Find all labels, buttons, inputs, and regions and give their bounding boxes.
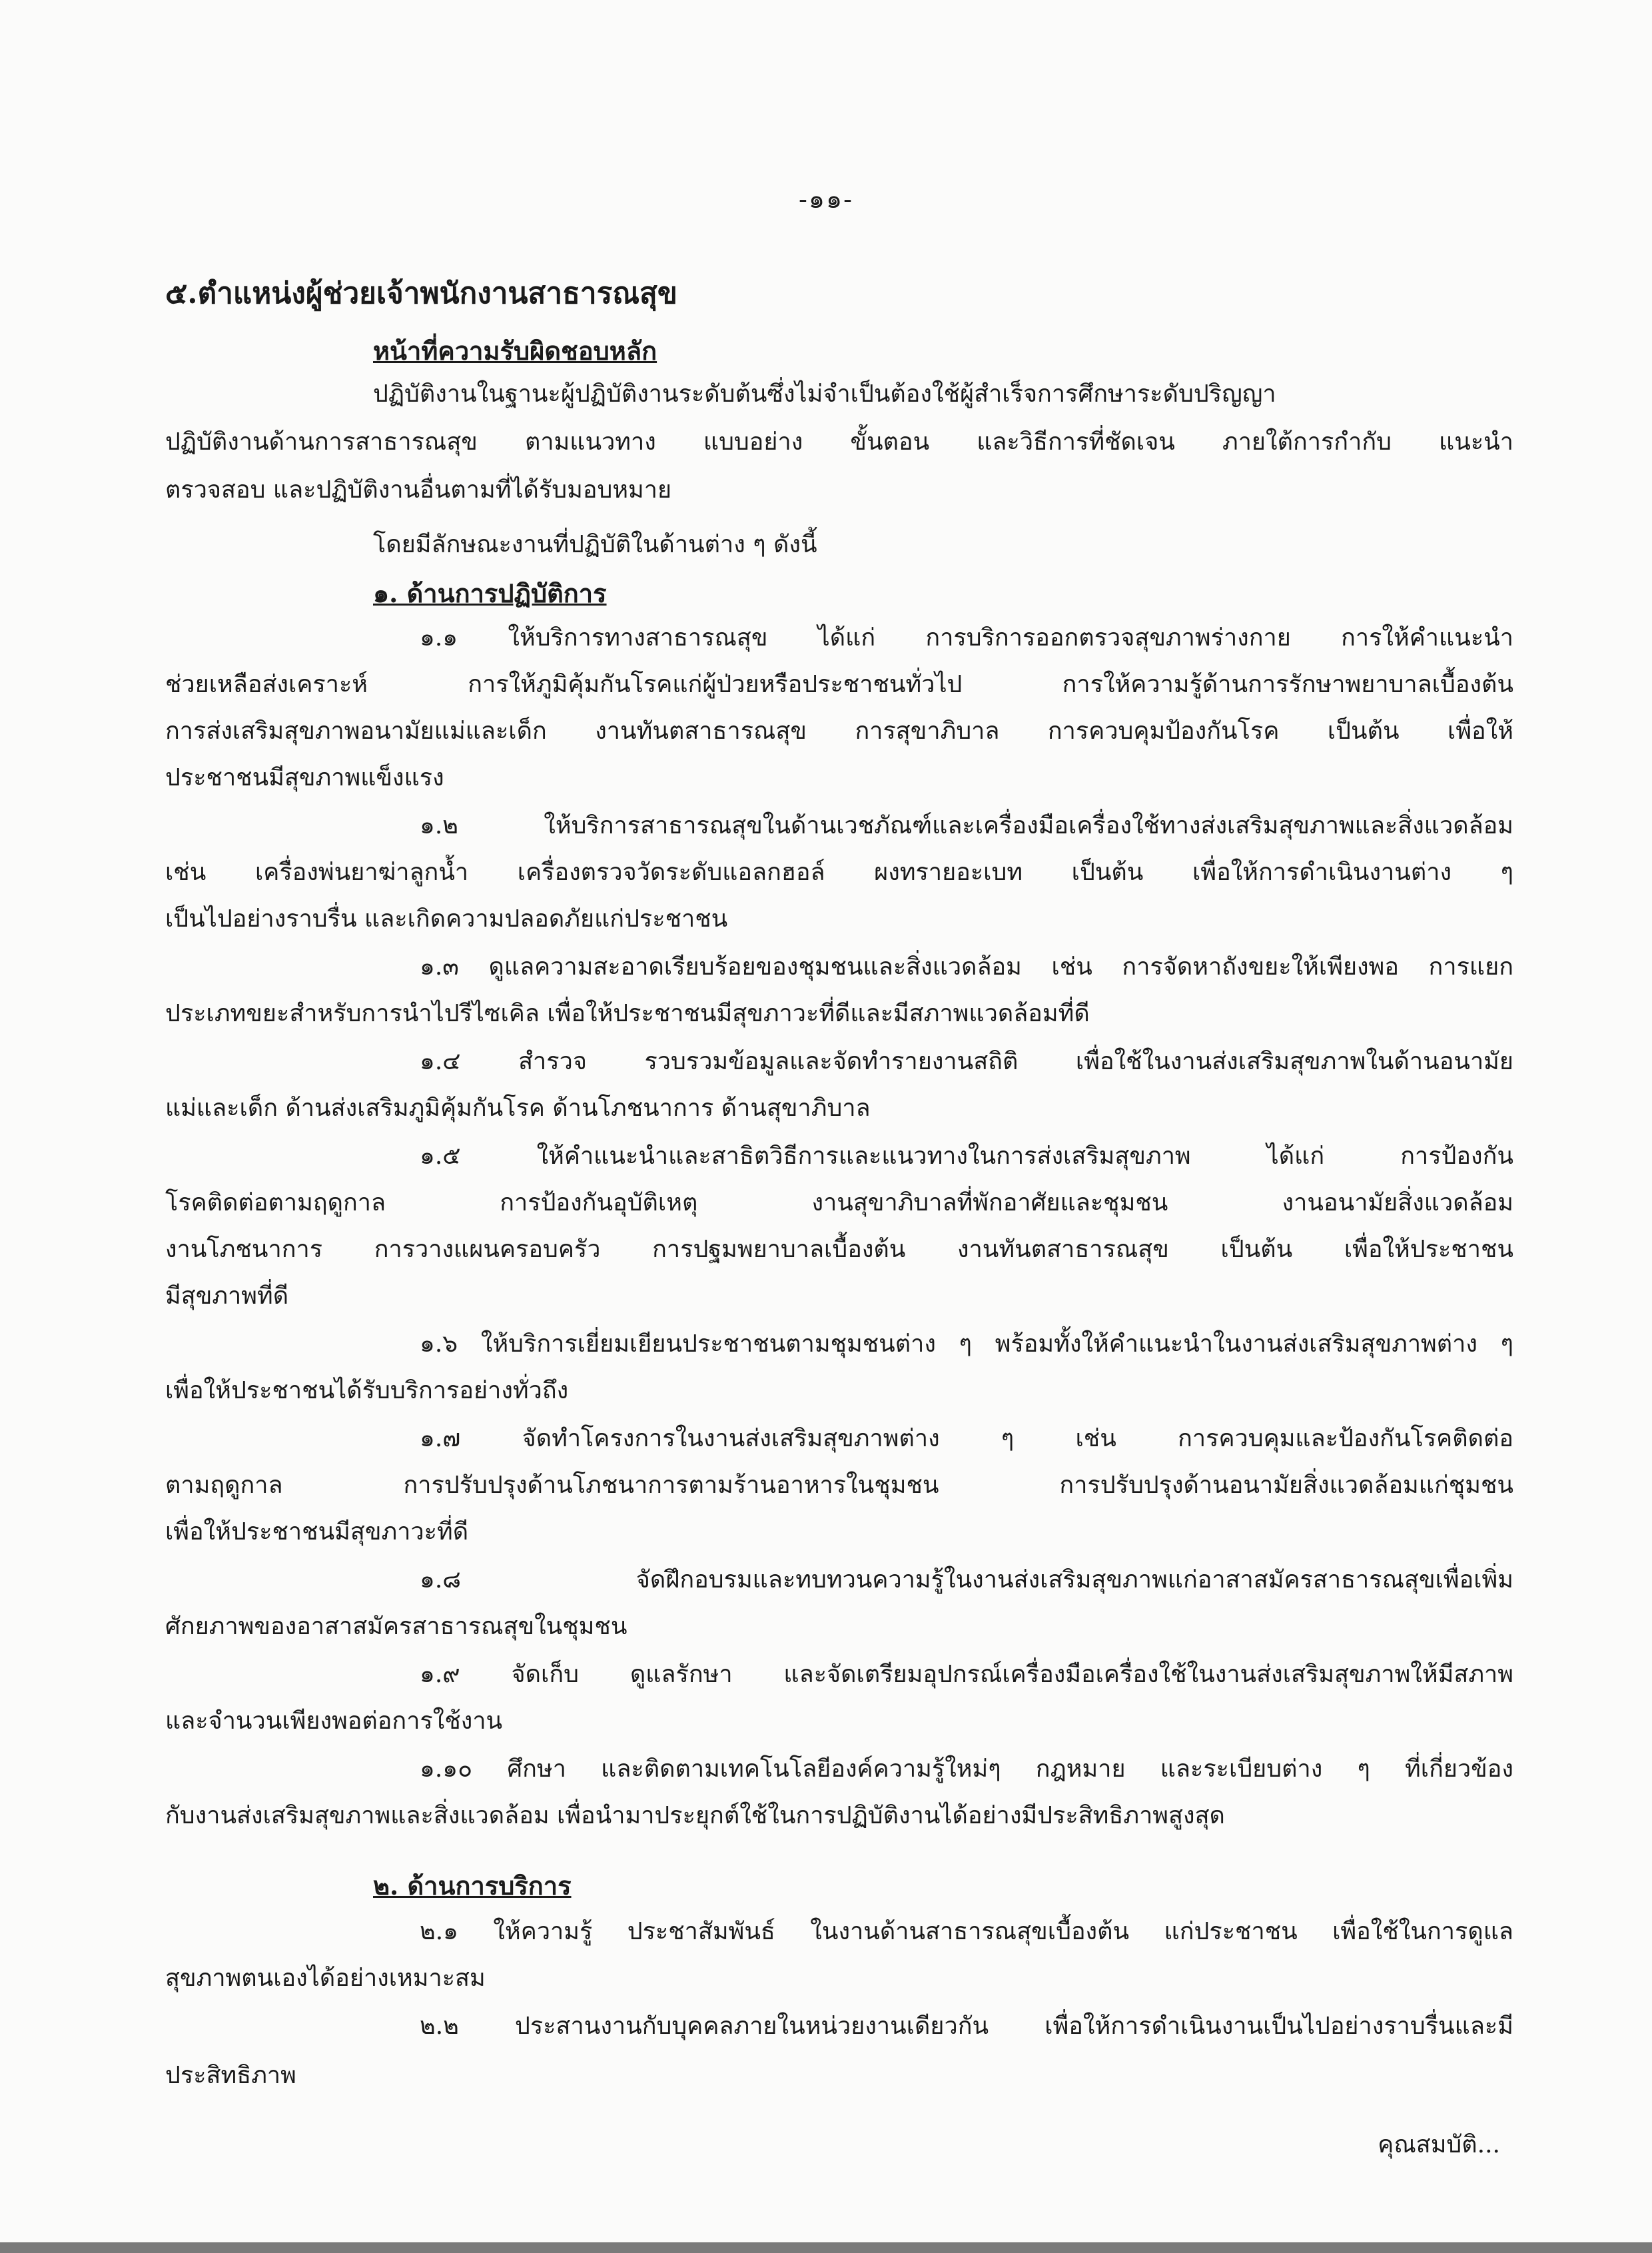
item-1-1-line: ๑.๑ ให้บริการทางสาธารณสุข ได้แก่ การบริการออกตรวจสุขภาพร่างกาย การให้คำแนะนำ — [420, 624, 1513, 652]
item-2-1-line: ๒.๑ ให้ความรู้ ประชาสัมพันธ์ ในงานด้านสาธารณสุขเบื้องต้น แก่ประชาชน เพื่อใช้ในการดูแล — [420, 1918, 1513, 1945]
item-1-6-line: เพื่อให้ประชาชนได้รับบริการอย่างทั่วถึง — [165, 1377, 569, 1404]
item-1-5-line: โรคติดต่อตามฤดูกาล การป้องกันอุบัติเหตุ งานสุขาภิบาลที่พักอาศัยและชุมชน งานอนามัยสิ่งแวดล้อม — [165, 1189, 1513, 1216]
item-1-7-line: เพื่อให้ประชาชนมีสุขภาวะที่ดี — [165, 1518, 469, 1546]
item-1-2-line: เช่น เครื่องพ่นยาฆ่าลูกน้ำ เครื่องตรวจวัดระดับแอลกฮอล์ ผงทรายอะเบท เป็นต้น เพื่อให้การดำเนินงานต่าง ๆ — [165, 859, 1513, 886]
item-1-8-line: ศักยภาพของอาสาสมัครสาธารณสุขในชุมชน — [165, 1613, 627, 1640]
paragraph-line: ตรวจสอบ และปฏิบัติงานอื่นตามที่ได้รับมอบหมาย — [165, 476, 672, 504]
paragraph-line: ปฏิบัติงานในฐานะผู้ปฏิบัติงานระดับต้นซึ่งไม่จำเป็นต้องใช้ผู้สำเร็จการศึกษาระดับปริญญา — [373, 380, 1276, 408]
item-1-7-line: ตามฤดูกาล การปรับปรุงด้านโภชนาการตามร้านอาหารในชุมชน การปรับปรุงด้านอนามัยสิ่งแวดล้อมแก่ชุมชน — [165, 1472, 1513, 1499]
main-duties-heading: หน้าที่ความรับผิดชอบหลัก — [373, 336, 657, 366]
paragraph-line: ปฏิบัติงานด้านการสาธารณสุข ตามแนวทาง แบบอย่าง ขั้นตอน และวิธีการที่ชัดเจน ภายใต้การกำกับ แนะนำ — [165, 428, 1513, 456]
item-1-9-line: ๑.๙ จัดเก็บ ดูแลรักษา และจัดเตรียมอุปกรณ์เครื่องมือเครื่องใช้ในงานส่งเสริมสุขภาพให้มีสภาพ — [420, 1661, 1513, 1688]
item-1-4-line: แม่และเด็ก ด้านส่งเสริมภูมิคุ้มกันโรค ด้านโภชนาการ ด้านสุขาภิบาล — [165, 1095, 871, 1122]
item-1-3-line: ๑.๓ ดูแลความสะอาดเรียบร้อยของชุมชนและสิ่งแวดล้อม เช่น การจัดหาถังขยะให้เพียงพอ การแยก — [420, 953, 1513, 981]
item-1-10-line: กับงานส่งเสริมสุขภาพและสิ่งแวดล้อม เพื่อนำมาประยุกต์ใช้ในการปฏิบัติงานได้อย่างมีประสิทธิภาพสูงสุด — [165, 1802, 1225, 1829]
item-1-2-line: ๑.๒ ให้บริการสาธารณสุขในด้านเวชภัณฑ์และเครื่องมือเครื่องใช้ทางส่งเสริมสุขภาพและสิ่งแวดล้อม — [420, 812, 1513, 839]
item-2-1-line: สุขภาพตนเองได้อย่างเหมาะสม — [165, 1965, 486, 1992]
item-1-2-line: เป็นไปอย่างราบรื่น และเกิดความปลอดภัยแก่ประชาชน — [165, 905, 728, 933]
item-1-5-line: มีสุขภาพที่ดี — [165, 1282, 289, 1310]
item-1-5-line: งานโภชนาการ การวางแผนครอบครัว การปฐมพยาบาลเบื้องต้น งานทันตสาธารณสุข เป็นต้น เพื่อให้ประชาชน — [165, 1236, 1513, 1263]
item-1-10-line: ๑.๑๐ ศึกษา และติดตามเทคโนโลยีองค์ความรู้ใหม่ๆ กฎหมาย และระเบียบต่าง ๆ ที่เกี่ยวข้อง — [420, 1755, 1513, 1783]
operations-heading: ๑. ด้านการปฏิบัติการ — [373, 578, 607, 608]
item-1-9-line: และจำนวนเพียงพอต่อการใช้งาน — [165, 1707, 503, 1735]
item-1-1-line: ประชาชนมีสุขภาพแข็งแรง — [165, 764, 444, 791]
item-2-2-line: ๒.๒ ประสานงานกับบุคคลภายในหน่วยงานเดียวกัน เพื่อให้การดำเนินงานเป็นไปอย่างราบรื่นและมี — [420, 2013, 1513, 2040]
section-title: ๕.ตำแหน่งผู้ช่วยเจ้าพนักงานสาธารณสุข — [165, 276, 677, 310]
item-1-3-line: ประเภทขยะสำหรับการนำไปรีไซเคิล เพื่อให้ประชาชนมีสุขภาวะที่ดีและมีสภาพแวดล้อมที่ดี — [165, 1000, 1090, 1027]
service-heading: ๒. ด้านการบริการ — [373, 1871, 572, 1901]
item-1-4-line: ๑.๔ สำรวจ รวบรวมข้อมูลและจัดทำรายงานสถิติ เพื่อใช้ในงานส่งเสริมสุขภาพในด้านอนามัย — [420, 1048, 1513, 1075]
item-1-7-line: ๑.๗ จัดทำโครงการในงานส่งเสริมสุขภาพต่าง ๆ เช่น การควบคุมและป้องกันโรคติดต่อ — [420, 1425, 1513, 1452]
intro-line: โดยมีลักษณะงานที่ปฏิบัติในด้านต่าง ๆ ดังนี้ — [373, 531, 817, 558]
page-number: -๑๑- — [799, 185, 853, 214]
continuation-marker: คุณสมบัติ... — [1378, 2131, 1500, 2158]
item-2-2-line: ประสิทธิภาพ — [165, 2062, 296, 2089]
item-1-8-line: ๑.๘ จัดฝึกอบรมและทบทวนความรู้ในงานส่งเสริมสุขภาพแก่อาสาสมัครสาธารณสุขเพื่อเพิ่ม — [420, 1566, 1513, 1593]
item-1-1-line: ช่วยเหลือส่งเคราะห์ การให้ภูมิคุ้มกันโรคแก่ผู้ป่วยหรือประชาชนทั่วไป การให้ความรู้ด้านการรักษาพยาบาลเบื้องต้น — [165, 671, 1513, 698]
item-1-6-line: ๑.๖ ให้บริการเยี่ยมเยียนประชาชนตามชุมชนต่าง ๆ พร้อมทั้งให้คำแนะนำในงานส่งเสริมสุขภาพต่าง ๆ — [420, 1330, 1513, 1358]
scan-edge — [0, 2242, 1652, 2253]
item-1-1-line: การส่งเสริมสุขภาพอนามัยแม่และเด็ก งานทันตสาธารณสุข การสุขาภิบาล การควบคุมป้องกันโรค เป็นต้น เพื่อให้ — [165, 717, 1513, 745]
item-1-5-line: ๑.๕ ให้คำแนะนำและสาธิตวิธีการและแนวทางในการส่งเสริมสุขภาพ ได้แก่ การป้องกัน — [420, 1142, 1514, 1170]
